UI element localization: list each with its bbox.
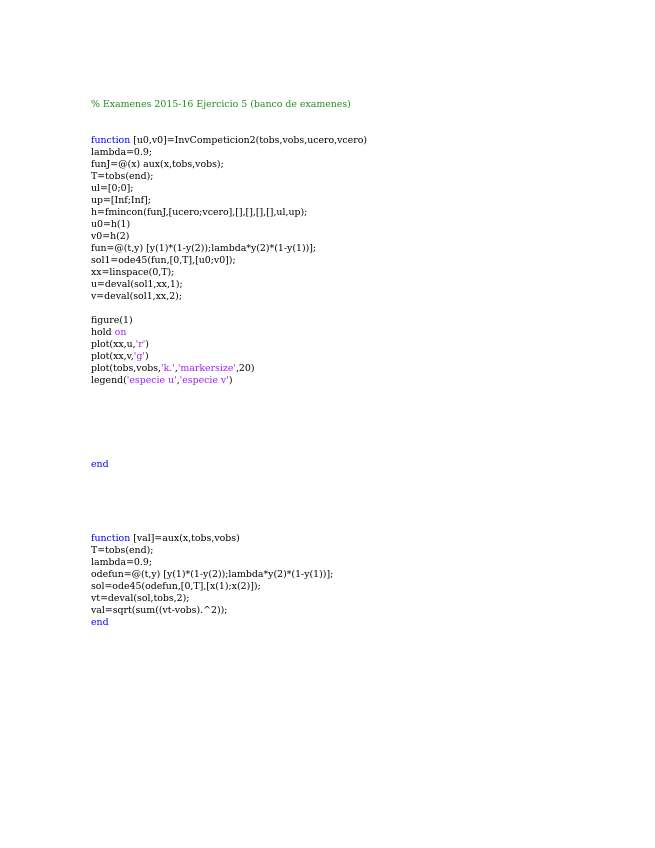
code-token: lambda=0.9; <box>91 557 152 568</box>
code-token: sol=ode45(odefun,[0,T],[x(1);x(2)]); <box>91 581 261 592</box>
code-line <box>91 593 367 605</box>
code-line <box>91 569 367 581</box>
code-line <box>91 207 367 219</box>
string-token: 'markersize' <box>177 363 236 374</box>
code-line <box>91 339 367 351</box>
code-token: v0=h(2) <box>91 231 130 242</box>
code-token: sol1=ode45(fun,[0,T],[u0;v0]); <box>91 255 236 266</box>
keyword-token: end <box>91 617 109 628</box>
function-aux <box>91 533 367 629</box>
header-comment: % Examenes 2015-16 Ejercicio 5 (banco de examenes) <box>91 99 351 110</box>
code-line <box>91 375 367 387</box>
code-token: , <box>176 375 180 386</box>
code-token: T=tobs(end); <box>91 171 154 182</box>
code-token: hold <box>91 327 115 338</box>
string-token: 'k.' <box>161 363 175 374</box>
code-token: [val]=aux(x,tobs,vobs) <box>130 533 240 544</box>
code-token: plot(xx,u, <box>91 339 136 350</box>
code-line <box>91 303 367 315</box>
code-line <box>91 557 367 569</box>
code-line <box>91 291 367 303</box>
code-token: ) <box>144 351 149 362</box>
code-token: T=tobs(end); <box>91 545 154 556</box>
string-token: 'especie v' <box>179 375 229 386</box>
function-invcompeticion2 <box>91 135 367 387</box>
code-line <box>91 315 367 327</box>
code-token: ,20) <box>235 363 255 374</box>
code-token: funJ=@(x) aux(x,tobs,vobs); <box>91 159 224 170</box>
code-line <box>91 219 367 231</box>
code-line <box>91 279 367 291</box>
code-line <box>91 231 367 243</box>
code-line <box>91 195 367 207</box>
code-line <box>91 147 367 159</box>
keyword-token: function <box>91 135 131 146</box>
string-token: on <box>114 327 127 338</box>
code-token: v=deval(sol1,xx,2); <box>91 291 182 302</box>
code-line <box>91 363 367 375</box>
code-line <box>91 327 367 339</box>
code-token: val=sqrt(sum((vt-vobs).^2)); <box>91 605 228 616</box>
end-keyword: end <box>91 459 109 470</box>
code-token: lambda=0.9; <box>91 147 152 158</box>
string-token: 'especie u' <box>126 375 177 386</box>
code-line <box>91 581 367 593</box>
code-line <box>91 617 367 629</box>
code-token: xx=linspace(0,T); <box>91 267 175 278</box>
code-line <box>91 171 367 183</box>
string-token: 'g' <box>133 351 145 362</box>
code-token: , <box>174 363 178 374</box>
code-token: [u0,v0]=InvCompeticion2(tobs,vobs,ucero,vcero) <box>130 135 368 146</box>
code-line <box>91 351 367 363</box>
code-line <box>91 243 367 255</box>
code-token: fun=@(t,y) [y(1)*(1-y(2));lambda*y(2)*(1-y(1))]; <box>91 243 317 254</box>
code-line <box>91 605 367 617</box>
code-listing <box>91 75 367 653</box>
code-token: legend( <box>91 375 127 386</box>
code-line <box>91 135 367 147</box>
string-token: 'r' <box>135 339 146 350</box>
code-token: ) <box>228 375 233 386</box>
code-line <box>91 533 367 545</box>
code-token: u=deval(sol1,xx,1); <box>91 279 183 290</box>
code-token: ul=[0;0]; <box>91 183 134 194</box>
code-token: figure(1) <box>91 315 133 326</box>
code-token: vt=deval(sol,tobs,2); <box>91 593 190 604</box>
code-token: plot(xx,v, <box>91 351 134 362</box>
code-line <box>91 545 367 557</box>
keyword-token: function <box>91 533 131 544</box>
code-token: h=fmincon(funJ,[ucero;vcero],[],[],[],[],ul,up); <box>91 207 308 218</box>
code-line <box>91 183 367 195</box>
code-token: odefun=@(t,y) [y(1)*(1-y(2));lambda*y(2)*(1-y(1))]; <box>91 569 334 580</box>
code-token: ) <box>145 339 149 350</box>
code-token: u0=h(1) <box>91 219 131 230</box>
code-token: up=[Inf;Inf]; <box>91 195 151 206</box>
code-token: plot(tobs,vobs, <box>91 363 162 374</box>
code-line <box>91 159 367 171</box>
code-line <box>91 255 367 267</box>
code-line <box>91 267 367 279</box>
